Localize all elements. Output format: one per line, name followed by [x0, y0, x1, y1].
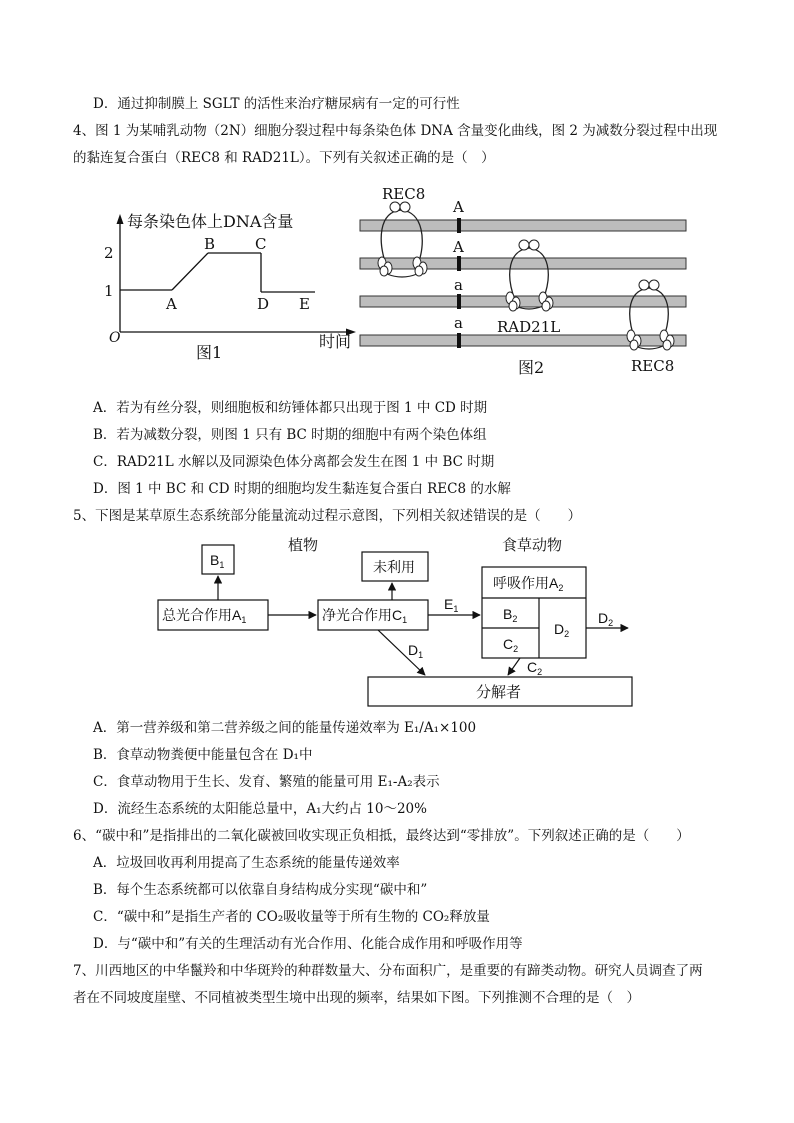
fig1-ytick-1: 1 — [104, 282, 114, 300]
box-c2-label: $C_2$ — [503, 636, 519, 654]
fig2-rec8-top-label: REC8 — [382, 185, 426, 203]
box-total-photosynthesis-label: 总光合作用$A_1$ — [162, 607, 247, 625]
q5-energy-flow-diagram — [150, 530, 650, 710]
fig1-xlabel: 时间 — [319, 332, 352, 351]
fig2-marker-1: A — [453, 198, 464, 216]
q4-stem-line1: 4、图 1 为某哺乳动物（2N）细胞分裂过程中每条染色体 DNA 含量变化曲线，图 2 为减数分裂过程中出现 — [73, 123, 718, 139]
q6-option-b: B．每个生态系统都可以依靠自身结构成分实现“碳中和” — [93, 882, 428, 898]
fig1-ytick-2: 2 — [104, 244, 114, 262]
q5-option-a: A．第一营养级和第二营养级之间的能量传递效率为 E₁/A₁×100 — [93, 720, 477, 736]
q6-stem: 6、“碳中和”是指排出的二氧化碳被回收实现正负相抵，最终达到“零排放”。下列叙述正确的是（ ） — [73, 828, 690, 844]
fig1-ylabel: 每条染色体上DNA含量 — [127, 212, 294, 231]
fig1-point-e: E — [299, 295, 310, 313]
fig1-point-b: B — [204, 235, 216, 253]
q4-figure1 — [100, 200, 365, 360]
fig2-marker-2: A — [453, 238, 464, 256]
box-d2-label: $D_2$ — [554, 621, 570, 639]
box-respiration-label: 呼吸作用$A_2$ — [493, 575, 564, 593]
q7-stem-line2: 者在不同坡度崖壁、不同植被类型生境中出现的频率，结果如下图。下列推测不合理的是（ ） — [73, 990, 640, 1006]
label-plants: 植物 — [288, 537, 319, 554]
q4-option-a: A．若为有丝分裂，则细胞板和纺锤体都只出现于图 1 中 CD 时期 — [93, 400, 488, 416]
label-c2-to-decomposer: $C_2$ — [527, 659, 543, 677]
label-d1: $D_1$ — [408, 642, 424, 660]
q5-stem: 5、下图是某草原生态系统部分能量流动过程示意图，下列相关叙述错误的是（ ） — [73, 508, 582, 524]
box-decomposer-label: 分解者 — [476, 684, 522, 701]
q4-option-b: B．若为减数分裂，则图 1 只有 BC 时期的细胞中有两个染色体组 — [93, 427, 487, 443]
fig1-point-c: C — [255, 235, 267, 253]
q4-figure2 — [355, 182, 695, 380]
fig2-marker-3: a — [454, 276, 463, 294]
q5-option-d: D．流经生态系统的太阳能总量中，A₁大约占 10～20% — [93, 801, 427, 817]
fig1-point-a: A — [166, 295, 177, 313]
q6-option-d: D．与“碳中和”有关的生理活动有光合作用、化能合成作用和呼吸作用等 — [93, 936, 523, 952]
q5-option-c: C．食草动物用于生长、发育、繁殖的能量可用 E₁-A₂表示 — [93, 774, 440, 790]
q3-option-d: D．通过抑制膜上 SGLT 的活性来治疗糖尿病有一定的可行性 — [93, 96, 460, 112]
box-b2-label: $B_2$ — [503, 606, 518, 624]
q4-option-c: C．RAD21L 水解以及同源染色体分离都会发生在图 1 中 BC 时期 — [93, 454, 495, 470]
fig2-marker-4: a — [454, 314, 463, 332]
fig1-point-d: D — [257, 295, 270, 313]
label-herbivores: 食草动物 — [502, 537, 563, 554]
fig2-rec8-bottom-label: REC8 — [631, 357, 675, 375]
q4-stem-line2: 的黏连复合蛋白（REC8 和 RAD21L）。下列有关叙述正确的是（ ） — [73, 150, 495, 166]
label-e1: $E_1$ — [444, 596, 459, 614]
fig2-caption: 图2 — [518, 358, 545, 377]
q6-option-c: C．“碳中和”是指生产者的 CO₂吸收量等于所有生物的 CO₂释放量 — [93, 909, 490, 925]
fig1-caption: 图1 — [196, 343, 223, 360]
box-net-photosynthesis-label: 净光合作用$C_1$ — [322, 607, 408, 625]
q5-option-b: B．食草动物粪便中能量包含在 D₁中 — [93, 747, 313, 763]
fig1-origin: O — [109, 330, 121, 346]
box-b1-label: $B_1$ — [210, 552, 225, 570]
label-d2-out: $D_2$ — [598, 610, 614, 628]
q4-option-d: D．图 1 中 BC 和 CD 时期的细胞均发生黏连复合蛋白 REC8 的水解 — [93, 481, 511, 497]
q7-stem-line1: 7、川西地区的中华鬣羚和中华斑羚的种群数量大、分布面积广，是重要的有蹄类动物。研究人员调查了两 — [73, 963, 703, 979]
fig2-rad21l-label: RAD21L — [497, 318, 561, 336]
q6-option-a: A．垃圾回收再利用提高了生态系统的能量传递效率 — [93, 855, 400, 871]
box-unused-label: 未利用 — [373, 559, 415, 575]
